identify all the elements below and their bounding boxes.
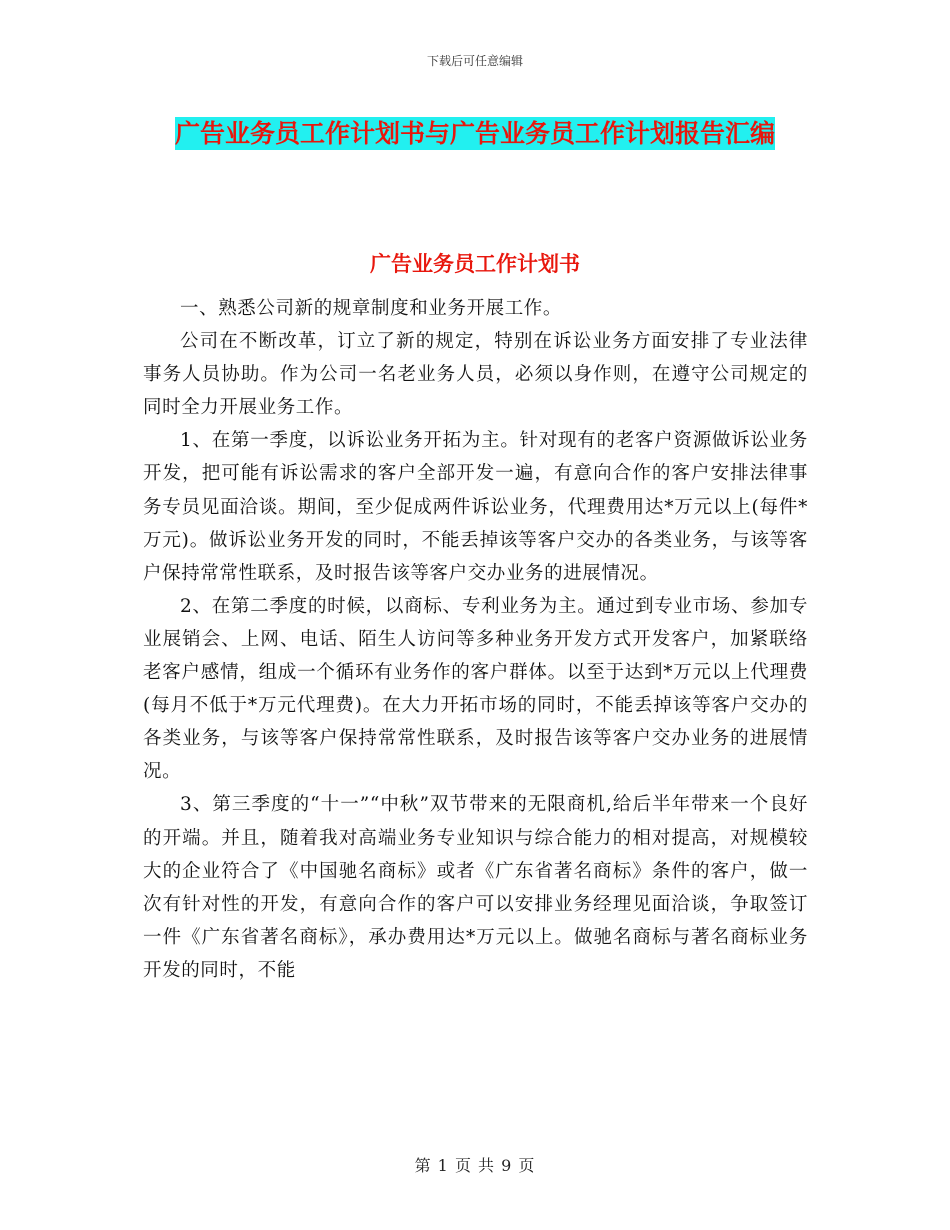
document-title (150, 112, 800, 156)
section-title: 广告业务员工作计划书 (370, 252, 580, 276)
paragraph: 1、在第一季度，以诉讼业务开拓为主。针对现有的老客户资源做诉讼业务开发，把可能有诉讼需求的客户全部开发一遍，有意向合作的客户安排法律事务专员见面洽谈。期间，至少促成两件诉讼业务，代理费用达*万元以上(每件*万元)。做诉讼业务开发的同时，不能丢掉该等客户交办的各类业务，与该等客户保持常常性联系，及时报告该等客户交办业务的进展情况。 (143, 430, 808, 584)
paragraph: 2、在第二季度的时候，以商标、专利业务为主。通过到专业市场、参加专业展销会、上网、电话、陌生人访问等多种业务开发方式开发客户，加紧联络老客户感情，组成一个循环有业务作的客户群体。以至于达到*万元以上代理费(每月不低于*万元代理费)。在大力开拓市场的同时，不能丢掉该等客户交办的各类业务，与该等客户保持常常性联系，及时报告该等客户交办业务的进展情况。 (143, 595, 808, 783)
paragraph: 一、熟悉公司新的规章制度和业务开展工作。 (180, 298, 563, 319)
document-title-text: 广告业务员工作计划书与广告业务员工作计划报告汇编 (174, 119, 775, 148)
page-number: 第 1 页 共 9 页 (414, 1156, 536, 1175)
paragraph: 公司在不断改革，订立了新的规定，特别在诉讼业务方面安排了专业法律事务人员协助。作为公司一名老业务人员，必须以身作则，在遵守公司规定的同时全力开展业务工作。 (143, 331, 808, 419)
paragraph: 3、第三季度的“十一”“中秋”双节带来的无限商机,给后半年带来一个良好的开端。并且，随着我对高端业务专业知识与综合能力的相对提高，对规模较大的企业符合了《中国驰名商标》或者《广东省著名商标》条件的客户，做一次有针对性的开发，有意向合作的客户可以安排业务经理见面洽谈，争取签订一件《广东省著名商标》，承办费用达*万元以上。做驰名商标与著名商标业务开发的同时，不能 (143, 794, 808, 981)
document-body (143, 292, 808, 987)
header-note: 下载后可任意编辑 (426, 54, 523, 68)
